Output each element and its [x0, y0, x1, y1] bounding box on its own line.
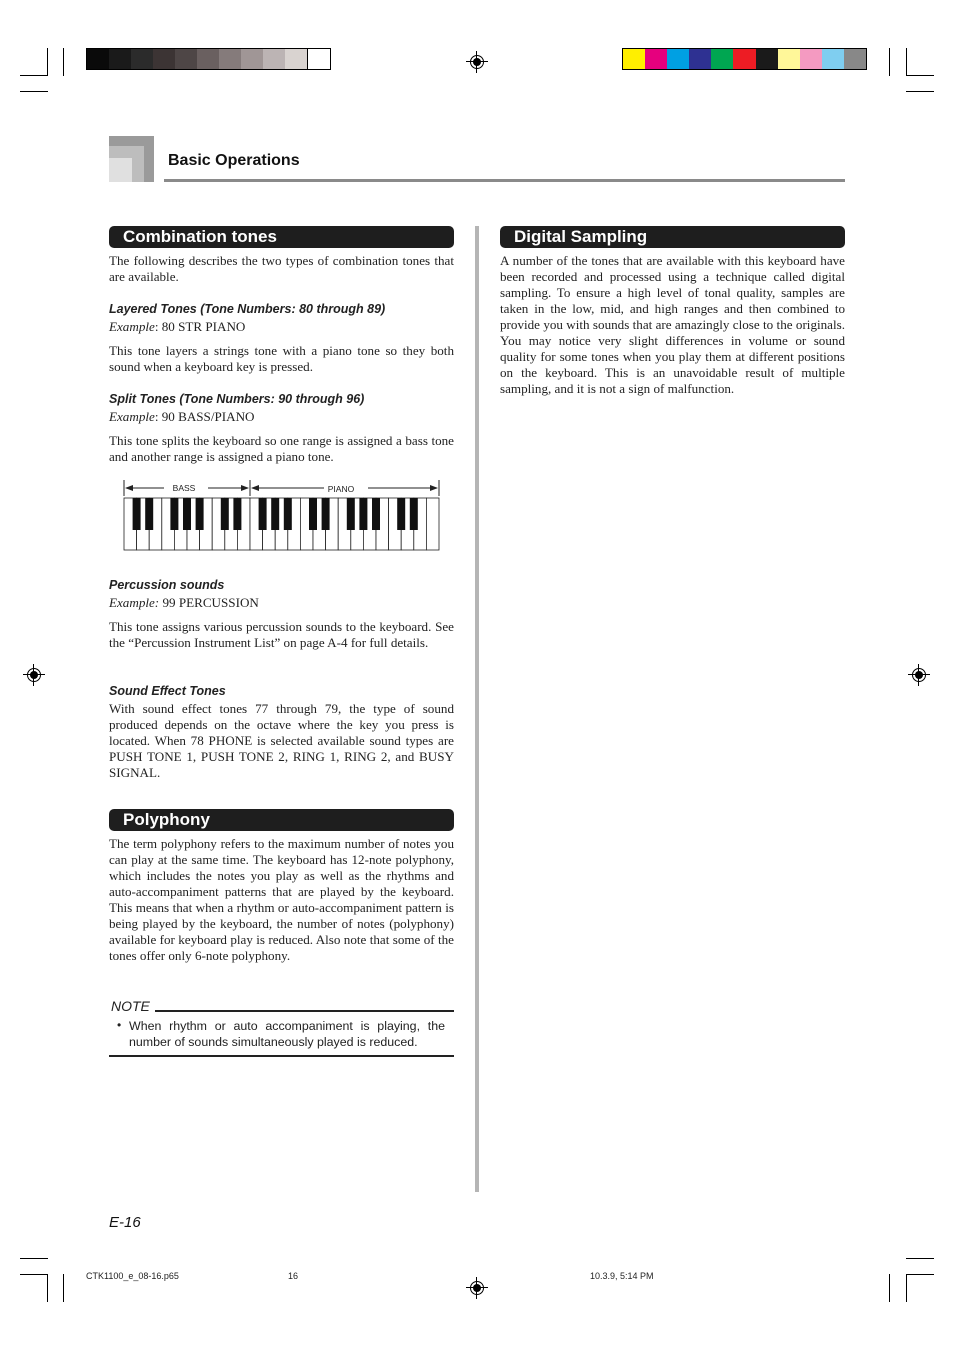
black-key	[170, 498, 178, 530]
black-key	[309, 498, 317, 530]
section-title-combination-tones: Combination tones	[109, 226, 454, 248]
piano-arrow-head	[251, 485, 259, 491]
black-keys	[133, 498, 418, 530]
black-key	[359, 498, 367, 530]
column-divider	[475, 226, 479, 1192]
note-bottom-rule	[109, 1055, 454, 1057]
registration-mark-top	[466, 51, 488, 73]
section-title-polyphony: Polyphony	[109, 809, 454, 831]
black-key	[196, 498, 204, 530]
process-swatch	[645, 49, 667, 69]
percussion-description: This tone assigns various percussion sounds to the keyboard. See the “Percussion Instrument List” on page A-4 for full details.	[109, 619, 454, 650]
grayscale-swatch	[219, 49, 241, 69]
black-key	[145, 498, 153, 530]
black-key	[347, 498, 355, 530]
bass-range-label: BASS	[172, 483, 196, 493]
process-swatch	[778, 49, 800, 69]
grayscale-swatch	[241, 49, 263, 69]
range-arrows	[124, 480, 439, 496]
polyphony-description: The term polyphony refers to the maximum number of notes you can play at the same time. The keyboard has 12-note polyphony, which includes the notes you play as well as the rhythms and auto-accompaniment patterns that are played by the keyboard. This means that when a rhythm or auto-accompaniment pattern is being played by the keyboard, the number of notes (polyphony) available for keyboard play is reduced. Also note that some of the tones offer only 6-note polyphony.	[109, 836, 454, 963]
black-key	[284, 498, 292, 530]
header-tab-graphic	[109, 136, 154, 182]
black-key	[410, 498, 418, 530]
process-swatch	[800, 49, 822, 69]
footer-timestamp: 10.3.9, 5:14 PM	[590, 1271, 654, 1281]
black-key	[322, 498, 330, 530]
note-top-rule	[155, 1010, 454, 1012]
section-title-digital-sampling: Digital Sampling	[500, 226, 845, 248]
black-key	[183, 498, 191, 530]
process-swatch	[822, 49, 844, 69]
sound-effect-description: With sound effect tones 77 through 79, the type of sound produced depends on the octave where the key you press is located. When 78 PHONE is selected available sound types are PUSH TONE 1, PUSH TONE 2, RING 1, RING 2, and BUSY SIGNAL.	[109, 701, 454, 780]
process-swatch	[756, 49, 778, 69]
note-label: NOTE	[111, 998, 150, 1014]
black-key	[133, 498, 141, 530]
grayscale-swatch	[197, 49, 219, 69]
sound-effect-heading: Sound Effect Tones	[109, 684, 226, 698]
footer-sheet-number: 16	[288, 1271, 299, 1281]
split-tones-description: This tone splits the keyboard so one range is assigned a bass tone and another range is assigned a piano tone.	[109, 433, 454, 464]
grayscale-swatch	[285, 49, 307, 69]
page-number: E-16	[109, 1214, 141, 1231]
grayscale-color-bar	[86, 48, 331, 70]
keyboard-split-diagram	[120, 478, 444, 554]
split-tones-heading: Split Tones (Tone Numbers: 90 through 96)	[109, 392, 365, 406]
note-bullet: •	[117, 1018, 122, 1032]
black-key	[221, 498, 229, 530]
percussion-heading: Percussion sounds	[109, 578, 225, 592]
grayscale-swatch	[109, 49, 131, 69]
keyboard-illustration	[120, 478, 444, 554]
page-header-title: Basic Operations	[168, 152, 300, 169]
digital-sampling-description: A number of the tones that are available with this keyboard have been recorded and processed using a technique called digital sampling. To ensure a high level of tonal quality, samples are taken in the low, mid, and high ranges and then combined to provide you with sounds that are amazingly close to the originals. You may notice very slight differences in volume or sound quality for some tones when you play them at different positions on the keyboard. This is an unavoidable result of multiple sampling, and it is not a sign of malfunction.	[500, 253, 845, 396]
combination-intro: The following describes the two types of combination tones that are available.	[109, 253, 454, 284]
bass-arrow-head	[241, 485, 249, 491]
split-tones-example: Example: 90 BASS/PIANO	[109, 409, 255, 424]
layered-tones-example: Example: 80 STR PIANO	[109, 319, 246, 334]
process-swatch	[711, 49, 733, 69]
piano-range-label: PIANO	[327, 484, 355, 494]
registration-mark-left	[23, 664, 45, 686]
process-swatch	[623, 49, 645, 69]
grayscale-swatch	[175, 49, 197, 69]
registration-mark-bottom	[466, 1277, 488, 1299]
process-swatch	[689, 49, 711, 69]
white-key	[426, 498, 439, 550]
grayscale-swatch	[131, 49, 153, 69]
black-key	[271, 498, 279, 530]
black-key	[259, 498, 267, 530]
process-color-bar	[622, 48, 867, 70]
black-key	[233, 498, 241, 530]
note-text: When rhythm or auto accompaniment is playing, the number of sounds simultaneously played is reduced.	[129, 1019, 445, 1049]
grayscale-swatch	[153, 49, 175, 69]
grayscale-swatch	[87, 49, 109, 69]
process-swatch	[733, 49, 755, 69]
piano-arrow-head	[430, 485, 438, 491]
layered-tones-description: This tone layers a strings tone with a piano tone so they both sound when a keyboard key is pressed.	[109, 343, 454, 374]
black-key	[397, 498, 405, 530]
grayscale-swatch	[307, 49, 330, 69]
process-swatch	[844, 49, 866, 69]
percussion-example: Example: 99 PERCUSSION	[109, 595, 259, 610]
note-box	[109, 998, 454, 1058]
footer-file-name: CTK1100_e_08-16.p65	[86, 1271, 179, 1281]
layered-tones-heading: Layered Tones (Tone Numbers: 80 through 89)	[109, 302, 386, 316]
bass-arrow-head	[125, 485, 133, 491]
registration-mark-right	[908, 664, 930, 686]
header-rule	[164, 179, 845, 182]
grayscale-swatch	[263, 49, 285, 69]
process-swatch	[667, 49, 689, 69]
black-key	[372, 498, 380, 530]
